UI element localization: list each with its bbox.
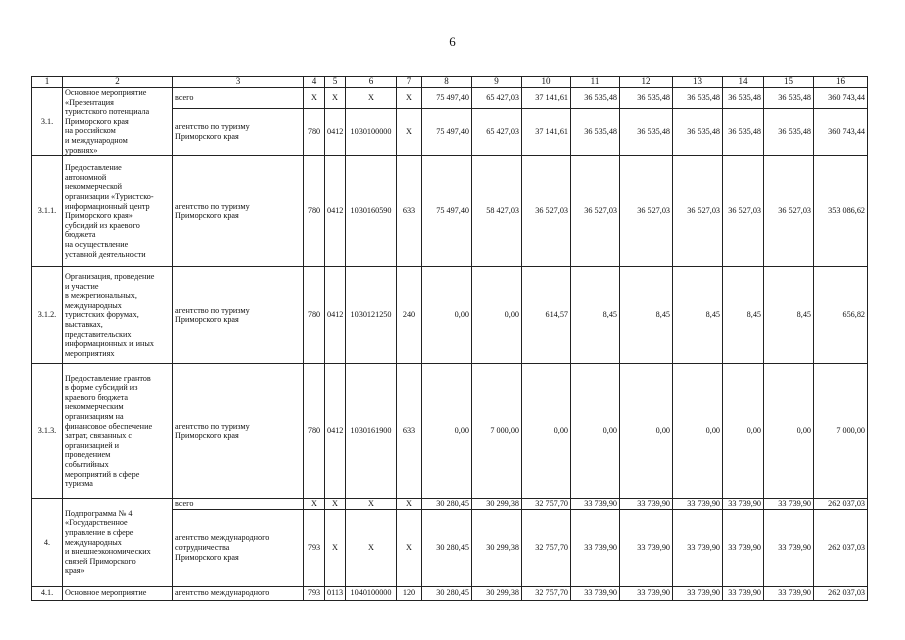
amount-cell: 33 739,90	[620, 586, 673, 600]
amount-cell: 8,45	[764, 267, 814, 364]
row-number: 4.	[32, 499, 63, 587]
amount-cell: 36 535,48	[620, 88, 673, 109]
amount-cell: 37 141,61	[522, 88, 571, 109]
activity-name: Основное мероприятие	[63, 586, 173, 600]
amount-cell: 36 535,48	[620, 108, 673, 156]
amount-cell: 614,57	[522, 267, 571, 364]
amount-cell: 36 527,03	[673, 156, 723, 267]
amount-cell: 36 527,03	[723, 156, 764, 267]
amount-cell: 262 037,03	[814, 509, 868, 586]
header-cell: 12	[620, 77, 673, 88]
header-cell: 5	[325, 77, 346, 88]
amount-cell: 33 739,90	[571, 509, 620, 586]
activity-name: Организация, проведение и участие в межрегиональных, международных туристских форумах, выставках, представительских информационных и иных мероприятиях	[63, 267, 173, 364]
col5-value: Х	[325, 499, 346, 510]
row-number: 3.1.2.	[32, 267, 63, 364]
amount-cell: 33 739,90	[723, 586, 764, 600]
executor: агентство по туризму Приморского края	[173, 156, 304, 267]
amount-cell: 262 037,03	[814, 586, 868, 600]
amount-cell: 7 000,00	[472, 364, 522, 499]
amount-cell: 36 527,03	[522, 156, 571, 267]
header-cell: 9	[472, 77, 522, 88]
header-cell: 10	[522, 77, 571, 88]
amount-cell: 30 280,45	[422, 586, 472, 600]
amount-cell: 656,82	[814, 267, 868, 364]
header-cell: 4	[304, 77, 325, 88]
col6-value: 1030121250	[346, 267, 397, 364]
col7-value: Х	[397, 108, 422, 156]
header-cell: 3	[173, 77, 304, 88]
table-row	[32, 88, 868, 109]
amount-cell: 36 535,48	[764, 108, 814, 156]
amount-cell: 37 141,61	[522, 108, 571, 156]
amount-cell: 0,00	[422, 267, 472, 364]
table-row	[32, 364, 868, 499]
amount-cell: 36 535,48	[764, 88, 814, 109]
col7-value: 240	[397, 267, 422, 364]
amount-cell: 7 000,00	[814, 364, 868, 499]
col4-value: Х	[304, 88, 325, 109]
table-row	[32, 156, 868, 267]
amount-cell: 75 497,40	[422, 88, 472, 109]
activity-name: Предоставление грантов в форме субсидий из краевого бюджета некоммерческим организациям на финансовое обеспечение затрат, связанных с организацией и проведением событийных мероприятий в сфере туризма	[63, 364, 173, 499]
amount-cell: 0,00	[723, 364, 764, 499]
amount-cell: 36 535,48	[571, 108, 620, 156]
amount-cell: 360 743,44	[814, 88, 868, 109]
executor: агентство международного	[173, 586, 304, 600]
col6-value: 1030161900	[346, 364, 397, 499]
amount-cell: 8,45	[673, 267, 723, 364]
amount-cell: 0,00	[673, 364, 723, 499]
amount-cell: 36 527,03	[620, 156, 673, 267]
header-row	[32, 77, 868, 88]
header-cell: 14	[723, 77, 764, 88]
amount-cell: 33 739,90	[673, 509, 723, 586]
amount-cell: 33 739,90	[764, 509, 814, 586]
budget-table	[31, 76, 868, 601]
amount-cell: 33 739,90	[764, 499, 814, 510]
amount-cell: 0,00	[472, 267, 522, 364]
col7-value: 633	[397, 364, 422, 499]
amount-cell: 36 535,48	[673, 88, 723, 109]
amount-cell: 8,45	[723, 267, 764, 364]
amount-cell: 30 299,38	[472, 499, 522, 510]
amount-cell: 30 280,45	[422, 499, 472, 510]
header-cell: 6	[346, 77, 397, 88]
amount-cell: 33 739,90	[723, 499, 764, 510]
amount-cell: 65 427,03	[472, 108, 522, 156]
col5-value: 0412	[325, 364, 346, 499]
executor: всего	[173, 88, 304, 109]
executor: агентство международного сотрудничества Приморского края	[173, 509, 304, 586]
amount-cell: 32 757,70	[522, 586, 571, 600]
col4-value: Х	[304, 499, 325, 510]
col6-value: 1030160590	[346, 156, 397, 267]
executor: агентство по туризму Приморского края	[173, 364, 304, 499]
amount-cell: 33 739,90	[620, 509, 673, 586]
page-number: 6	[449, 34, 456, 49]
row-number: 3.1.3.	[32, 364, 63, 499]
amount-cell: 65 427,03	[472, 88, 522, 109]
header-cell: 13	[673, 77, 723, 88]
activity-name: Подпрограмма № 4 «Государственное управление в сфере международных и внешнеэкономических связей Приморского края»	[63, 499, 173, 587]
col5-value: Х	[325, 509, 346, 586]
col5-value: Х	[325, 88, 346, 109]
amount-cell: 36 535,48	[723, 88, 764, 109]
amount-cell: 262 037,03	[814, 499, 868, 510]
col6-value: Х	[346, 509, 397, 586]
executor: агентство по туризму Приморского края	[173, 108, 304, 156]
activity-name: Основное мероприятие «Презентация туристского потенциала Приморского края на российском и международном уровнях»	[63, 88, 173, 156]
col4-value: 793	[304, 509, 325, 586]
col5-value: 0113	[325, 586, 346, 600]
amount-cell: 8,45	[571, 267, 620, 364]
amount-cell: 36 527,03	[764, 156, 814, 267]
row-number: 3.1.1.	[32, 156, 63, 267]
activity-name: Предоставление автономной некоммерческой организации «Туристско- информационный центр Приморского края» субсидий из краевого бюджета на осуществление уставной деятельности	[63, 156, 173, 267]
amount-cell: 0,00	[522, 364, 571, 499]
amount-cell: 0,00	[764, 364, 814, 499]
amount-cell: 36 535,48	[723, 108, 764, 156]
header-cell: 2	[63, 77, 173, 88]
amount-cell: 0,00	[571, 364, 620, 499]
col7-value: Х	[397, 88, 422, 109]
table-row	[32, 499, 868, 510]
amount-cell: 36 535,48	[571, 88, 620, 109]
amount-cell: 58 427,03	[472, 156, 522, 267]
amount-cell: 75 497,40	[422, 156, 472, 267]
header-cell: 16	[814, 77, 868, 88]
amount-cell: 30 299,38	[472, 509, 522, 586]
table-body	[32, 77, 868, 601]
row-number: 3.1.	[32, 88, 63, 156]
col4-value: 780	[304, 156, 325, 267]
header-cell: 11	[571, 77, 620, 88]
amount-cell: 353 086,62	[814, 156, 868, 267]
table-row	[32, 586, 868, 600]
col7-value: Х	[397, 499, 422, 510]
executor: агентство по туризму Приморского края	[173, 267, 304, 364]
table-row	[32, 267, 868, 364]
amount-cell: 30 280,45	[422, 509, 472, 586]
amount-cell: 33 739,90	[673, 499, 723, 510]
col7-value: Х	[397, 509, 422, 586]
amount-cell: 75 497,40	[422, 108, 472, 156]
col4-value: 793	[304, 586, 325, 600]
col5-value: 0412	[325, 108, 346, 156]
header-cell: 1	[32, 77, 63, 88]
amount-cell: 32 757,70	[522, 499, 571, 510]
header-cell: 15	[764, 77, 814, 88]
col6-value: 1030100000	[346, 108, 397, 156]
amount-cell: 33 739,90	[673, 586, 723, 600]
col7-value: 633	[397, 156, 422, 267]
col6-value: 1040100000	[346, 586, 397, 600]
col6-value: Х	[346, 499, 397, 510]
header-cell: 8	[422, 77, 472, 88]
executor: всего	[173, 499, 304, 510]
amount-cell: 8,45	[620, 267, 673, 364]
col5-value: 0412	[325, 156, 346, 267]
header-cell: 7	[397, 77, 422, 88]
col6-value: Х	[346, 88, 397, 109]
col5-value: 0412	[325, 267, 346, 364]
amount-cell: 30 299,38	[472, 586, 522, 600]
amount-cell: 33 739,90	[620, 499, 673, 510]
col4-value: 780	[304, 108, 325, 156]
amount-cell: 33 739,90	[764, 586, 814, 600]
amount-cell: 36 527,03	[571, 156, 620, 267]
amount-cell: 0,00	[620, 364, 673, 499]
row-number: 4.1.	[32, 586, 63, 600]
amount-cell: 33 739,90	[723, 509, 764, 586]
amount-cell: 32 757,70	[522, 509, 571, 586]
amount-cell: 33 739,90	[571, 586, 620, 600]
amount-cell: 33 739,90	[571, 499, 620, 510]
amount-cell: 0,00	[422, 364, 472, 499]
col4-value: 780	[304, 364, 325, 499]
amount-cell: 360 743,44	[814, 108, 868, 156]
amount-cell: 36 535,48	[673, 108, 723, 156]
col7-value: 120	[397, 586, 422, 600]
col4-value: 780	[304, 267, 325, 364]
